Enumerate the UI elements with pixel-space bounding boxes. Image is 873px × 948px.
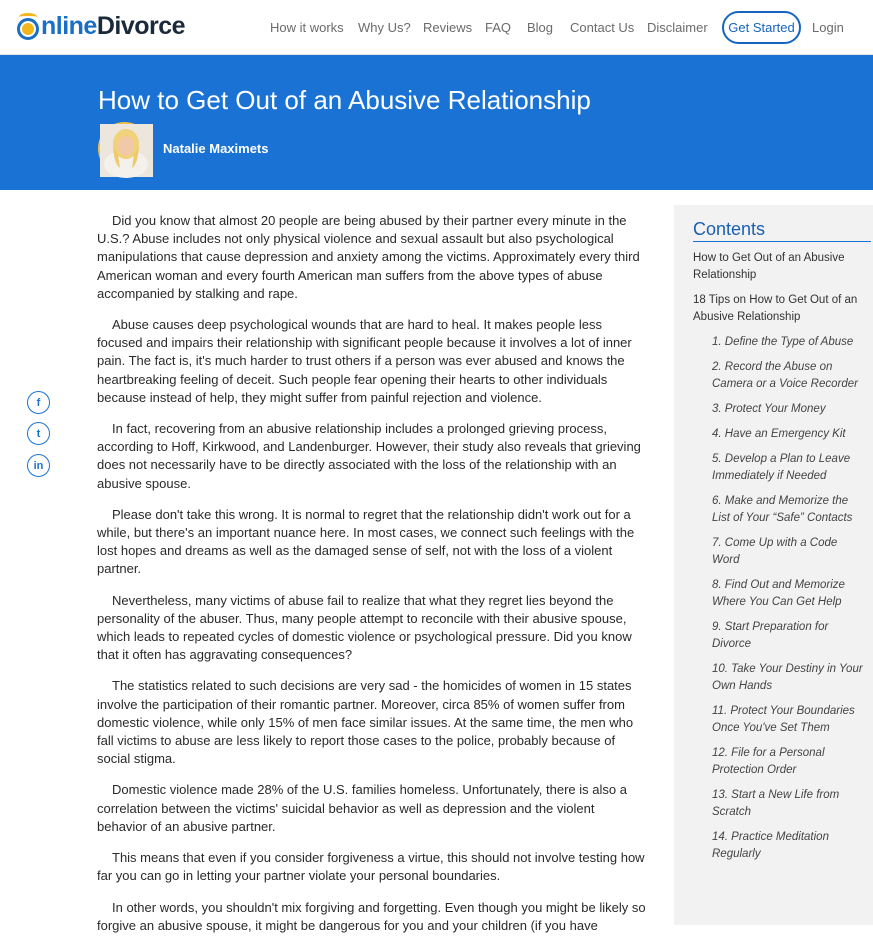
article-paragraph: The statistics related to such decisions are very sad - the homicides of women in 15 states involve the participation of their romantic partner. Moreover, circa 85% of women suffer from domestic violence, while only 15% of men face similar issues. At the same time, the men who fall victims to abuse are less likely to report those cases to the police, probably because of social stigma. — [97, 678, 634, 767]
article-paragraph: Did you know that almost 20 people are being abused by their partner every minute in the U.S.? Abuse includes not only physical violence and sexual assault but also psychological manipulations that cause depression and anxiety among the victims. Approximately every third American woman and every fourth American man suffers from the above types of abuse accompanied by stalking and rape. — [97, 213, 640, 301]
toc-subitem[interactable]: 6. Make and Memorize the List of Your “Safe” Contacts — [712, 495, 853, 524]
article-paragraph: Abuse causes deep psychological wounds that are hard to heal. It makes people less focused and impairs their relationship with significant people because it involves a lot of inner pain. The fact is, it's much harder to trust others if a person was ever abused and knows the heartbreaking feeling of deceit. Such people fear opening their hearts to other individuals because instead of help, they might suffer from painful rejection and violence. — [97, 317, 632, 405]
toc-subitem[interactable]: 13. Start a New Life from Scratch — [712, 789, 840, 818]
twitter-icon[interactable]: t — [27, 422, 50, 445]
article-paragraph: This means that even if you consider forgiveness a virtue, this should not involve testing how far you can go in letting your partner violate your personal boundaries. — [97, 850, 645, 884]
facebook-icon[interactable]: f — [27, 391, 50, 414]
toc-subitem[interactable]: 11. Protect Your Boundaries Once You've Set Them — [712, 705, 855, 734]
nav-faq[interactable]: FAQ — [485, 20, 512, 35]
linkedin-icon[interactable]: in — [27, 454, 50, 477]
toc-subitem[interactable]: 5. Develop a Plan to Leave Immediately if Needed — [712, 453, 851, 482]
toc-list — [693, 250, 865, 871]
logo-text: nlineDivorce — [41, 11, 186, 40]
toc-subitem[interactable]: 1. Define the Type of Abuse — [712, 336, 854, 348]
article-paragraph: In other words, you shouldn't mix forgiving and forgetting. Even though you might be likely so forgive an abusive spouse, it might be dangerous for you and your children (if you have — [97, 899, 646, 933]
main-nav — [0, 0, 873, 55]
toc-subitem[interactable]: 2. Record the Abuse on Camera or a Voice Recorder — [712, 361, 858, 390]
nav-reviews[interactable]: Reviews — [423, 20, 473, 35]
nav-login[interactable]: Login — [812, 20, 844, 35]
article-body — [97, 212, 647, 948]
get-started-button[interactable]: Get Started — [722, 11, 801, 44]
article-paragraph: Nevertheless, many victims of abuse fail to realize that what they regret lies beyond the personality of the abuser. Thus, many people attempt to reconcile with their abusive spouse, which leads to repeated cycles of domestic violence or psychological pressure. Did you know that it often has aggravating consequences? — [97, 592, 632, 663]
toc-subitem[interactable]: 3. Protect Your Money — [712, 403, 826, 415]
toc-subitem[interactable]: 7. Come Up with a Code Word — [712, 537, 838, 566]
nav-disclaimer[interactable]: Disclaimer — [647, 20, 708, 35]
nav-how-it-works[interactable]: How it works — [270, 20, 344, 35]
site-header — [0, 0, 873, 55]
nav-blog[interactable]: Blog — [527, 20, 554, 35]
page-title: How to Get Out of an Abusive Relationship — [98, 85, 591, 115]
author-name[interactable]: Natalie Maximets — [163, 141, 269, 156]
contents-divider — [693, 241, 871, 242]
toc-subitem[interactable]: 8. Find Out and Memorize Where You Can Get Help — [712, 579, 845, 608]
contents-title: Contents — [693, 219, 766, 239]
toc-item[interactable]: 18 Tips on How to Get Out of an Abusive Relationship — [693, 294, 858, 323]
toc-subitem[interactable]: 14. Practice Meditation Regularly — [712, 831, 829, 860]
article-hero — [0, 55, 873, 190]
toc-subitem[interactable]: 10. Take Your Destiny in Your Own Hands — [712, 663, 863, 692]
article-paragraph: Domestic violence made 28% of the U.S. families homeless. Unfortunately, there is also a correlation between the victims' suicidal behavior as well as depression and the violent behavior of an abusive partner. — [97, 782, 627, 834]
toc-subitem[interactable]: 9. Start Preparation for Divorce — [712, 621, 829, 650]
nav-why-us[interactable]: Why Us? — [358, 20, 411, 35]
toc-subitem[interactable]: 12. File for a Personal Protection Order — [712, 747, 825, 776]
contents-sidebar — [674, 205, 873, 925]
nav-contact-us[interactable]: Contact Us — [570, 20, 635, 35]
article-paragraph: Please don't take this wrong. It is normal to regret that the relationship didn't work out for a while, but there's an important nuance here. In most cases, we connect such feelings with the lost hopes and dreams as well as the damaged sense of self, not with the loss of a violent partner. — [97, 506, 635, 577]
toc-subitem[interactable]: 4. Have an Emergency Kit — [712, 428, 846, 440]
author-avatar — [98, 122, 151, 175]
article-paragraph: In fact, recovering from an abusive relationship includes a prolonged grieving process, according to Hoff, Kirkwood, and Landenburger. However, their study also reveals that grieving does not necessarily have to be directly associated with the loss of the relationship with an abusive spouse. — [97, 421, 641, 491]
toc-item[interactable]: How to Get Out of an Abusive Relationship — [693, 252, 845, 281]
